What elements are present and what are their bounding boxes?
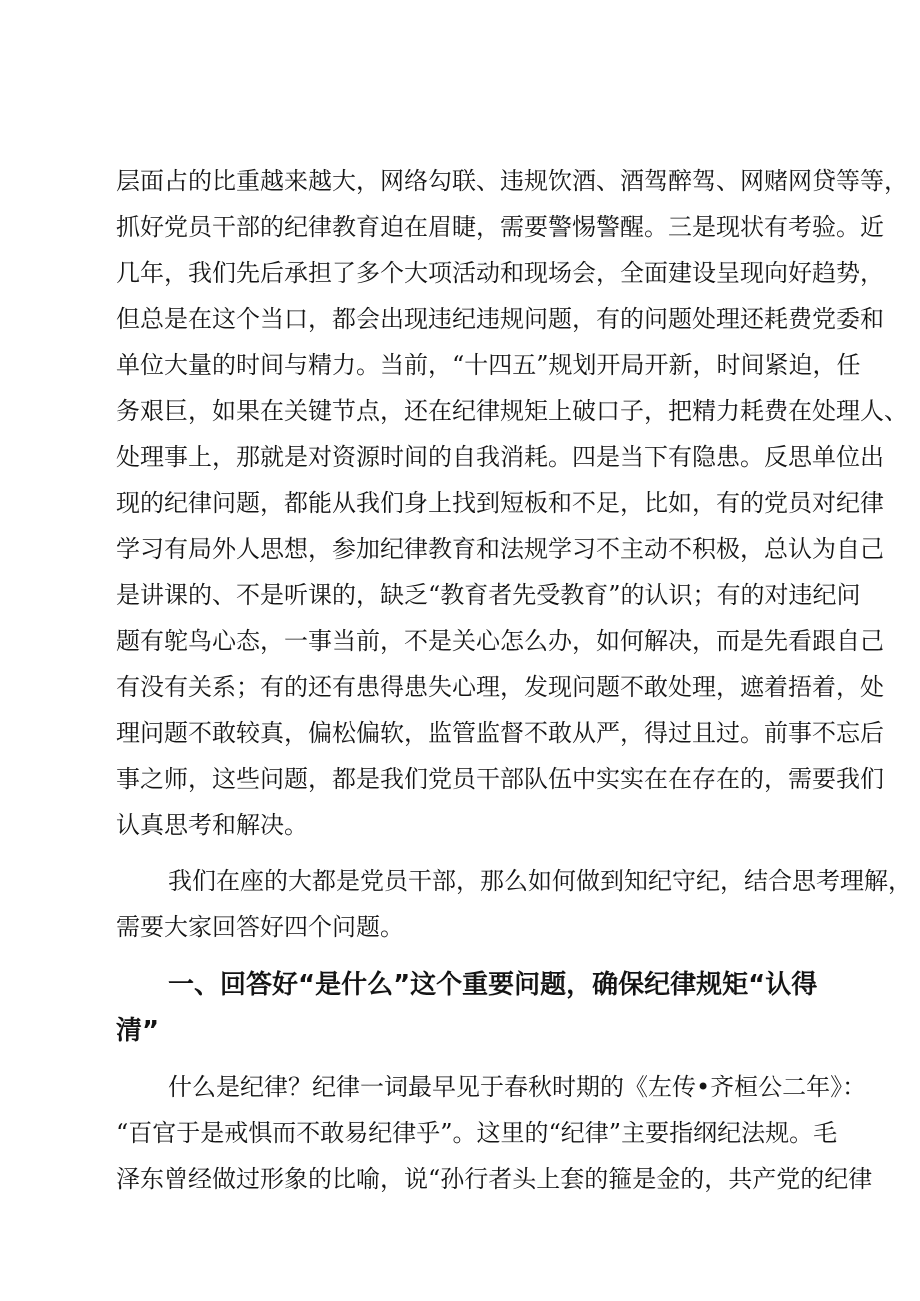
paragraph-3-line: 什么是纪律？纪律一词最早见于春秋时期的《左传•齐桓公二年》： [168,1073,867,1101]
paragraph-1-line: 有没有关系；有的还有患得患失心理，发现问题不敢处理，遮着捂着，处 [116,673,884,701]
paragraph-1-line: 认真思考和解决。 [116,811,308,839]
paragraph-1-line: 学习有局外人思想，参加纪律教育和法规学习不主动不积极，总认为自己 [116,535,884,563]
section-heading: 一、回答好“是什么”这个重要问题，确保纪律规矩“认得 [168,970,818,1000]
paragraph-1-line: 处理事上，那就是对资源时间的自我消耗。四是当下有隐患。反思单位出 [116,443,884,471]
paragraph-1-line: 单位大量的时间与精力。当前，“十四五”规划开局开新，时间紧迫，任 [116,351,861,379]
paragraph-1-line: 事之师，这些问题，都是我们党员干部队伍中实实在在存在的，需要我们 [116,765,884,793]
paragraph-1-line: 但总是在这个当口，都会出现违纪违规问题，有的问题处理还耗费党委和 [116,305,884,333]
paragraph-3-line: 泽东曾经做过形象的比喻，说“孙行者头上套的箍是金的，共产党的纪律 [116,1165,873,1193]
paragraph-2-line: 我们在座的大都是党员干部，那么如何做到知纪守纪，结合思考理解， [168,867,912,895]
paragraph-2-line: 需要大家回答好四个问题。 [116,913,404,941]
paragraph-1-line: 抓好党员干部的纪律教育迫在眉睫，需要警惕警醒。三是现状有考验。近 [116,213,884,241]
paragraph-3-line: “百官于是戒惧而不敢易纪律乎”。这里的“纪律”主要指纲纪法规。毛 [116,1119,838,1147]
paragraph-1-line: 几年，我们先后承担了多个大项活动和现场会，全面建设呈现向好趋势， [116,259,884,287]
paragraph-1-line: 现的纪律问题，都能从我们身上找到短板和不足，比如，有的党员对纪律 [116,489,884,517]
paragraph-1-line: 题有鸵鸟心态，一事当前，不是关心怎么办，如何解决，而是先看跟自己 [116,627,884,655]
paragraph-1-line: 理问题不敢较真，偏松偏软，监管监督不敢从严，得过且过。前事不忘后 [116,719,884,747]
paragraph-1-line: 是讲课的、不是听课的，缺乏“教育者先受教育”的认识；有的对违纪问 [116,581,861,609]
paragraph-1-line: 层面占的比重越来越大，网络勾联、违规饮酒、酒驾醉驾、网赌网贷等等， [116,167,908,195]
section-heading-continued: 清” [116,1016,160,1046]
paragraph-1-line: 务艰巨，如果在关键节点，还在纪律规矩上破口子，把精力耗费在处理人、 [116,397,908,425]
